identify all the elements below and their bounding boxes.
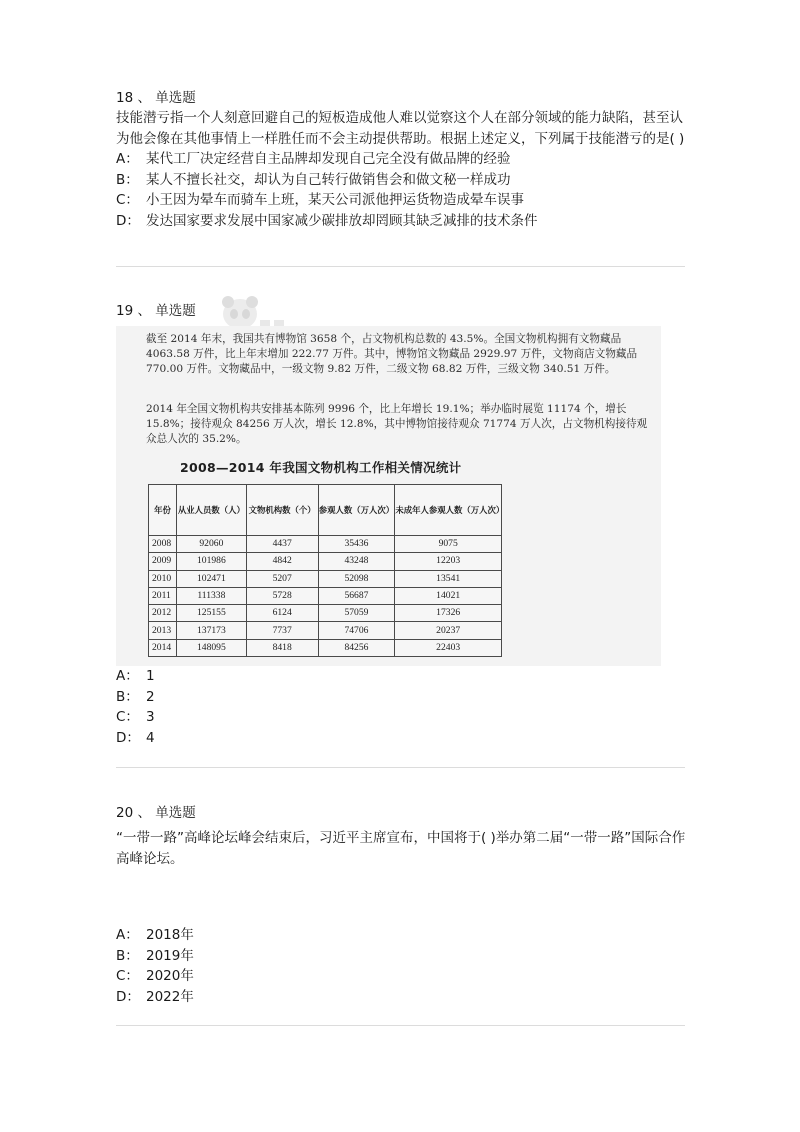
- question-19-option-c[interactable]: [116, 707, 686, 728]
- question-18-option-a[interactable]: [116, 149, 686, 170]
- option-text: 发达国家要求发展中国家减少碳排放却罔顾其缺乏减排的技术条件: [146, 212, 538, 229]
- option-label: C：: [116, 192, 139, 208]
- option-text: 2020年: [146, 968, 194, 984]
- option-text: 3: [146, 709, 155, 725]
- table-cell: 14021: [395, 587, 502, 604]
- question-19-header: 19 、 单选题: [116, 303, 196, 319]
- table-header-row: [149, 485, 502, 536]
- column-header: 未成年人参观人数（万人次）: [395, 485, 502, 536]
- table-row: [149, 587, 502, 604]
- option-text: 某人不擅长社交，却认为自己转行做销售会和做文秘一样成功: [146, 171, 511, 188]
- question-18: [116, 88, 686, 231]
- question-18-stem: 技能潜亏指一个人刻意回避自己的短板造成他人难以觉察这个人在部分领域的能力缺陷，甚至认为他会像在其他事情上一样胜任而不会主动提供帮助。根据上述定义，下列属于技能潜亏的是( ): [116, 110, 685, 147]
- question-18-option-c[interactable]: [116, 190, 686, 211]
- question-18-option-d[interactable]: [116, 211, 686, 232]
- table-cell: 6124: [246, 605, 318, 622]
- table-cell: 56687: [318, 587, 395, 604]
- question-19-option-a[interactable]: [116, 666, 686, 687]
- question-19: [116, 301, 686, 321]
- table-cell: 2012: [149, 605, 177, 622]
- table-cell: 2009: [149, 553, 177, 570]
- option-text: 2019年: [146, 947, 194, 964]
- option-label: A：: [116, 668, 139, 684]
- table-row: [149, 570, 502, 587]
- table-row: [149, 622, 502, 639]
- table-cell: 2014: [149, 639, 177, 656]
- divider: [116, 767, 685, 768]
- question-20-option-c[interactable]: [116, 966, 686, 987]
- column-header: 年份: [149, 485, 177, 536]
- option-label: A：: [116, 927, 139, 943]
- option-label: B：: [116, 947, 139, 964]
- table-cell: 13541: [395, 570, 502, 587]
- column-header: 文物机构数（个）: [246, 485, 318, 536]
- table-row: [149, 553, 502, 570]
- option-label: D：: [116, 212, 140, 229]
- table-cell: 4842: [246, 553, 318, 570]
- option-text: 2018年: [146, 927, 194, 943]
- table-cell: 111338: [176, 587, 246, 604]
- statistics-table: [148, 484, 505, 657]
- table-cell: 9075: [395, 536, 502, 553]
- question-20-header: 20 、 单选题: [116, 805, 196, 821]
- scanned-material-image: [116, 326, 661, 666]
- option-text: 小王因为晕车而骑车上班，某天公司派他押运货物造成晕车误事: [146, 192, 524, 208]
- option-label: A：: [116, 151, 139, 167]
- table-cell: 43248: [318, 553, 395, 570]
- option-label: C：: [116, 968, 139, 984]
- question-20: [116, 803, 686, 869]
- question-20-option-b[interactable]: [116, 946, 686, 967]
- column-header: 参观人数（万人次）: [318, 485, 395, 536]
- divider: [116, 266, 685, 267]
- option-text: 4: [146, 729, 155, 746]
- option-label: D：: [116, 729, 140, 746]
- option-text: 某代工厂决定经营自主品牌却发现自己完全没有做品牌的经验: [146, 151, 511, 167]
- table-cell: 22403: [395, 639, 502, 656]
- table-cell: 2011: [149, 587, 177, 604]
- table-row: [149, 639, 502, 656]
- table-cell: 148095: [176, 639, 246, 656]
- question-19-options: [116, 666, 686, 748]
- table-cell: 102471: [176, 570, 246, 587]
- option-label: B：: [116, 688, 139, 705]
- table-row: [149, 536, 502, 553]
- option-text: 2: [146, 688, 155, 705]
- table-cell: 84256: [318, 639, 395, 656]
- material-paragraph-1: 截至 2014 年末，我国共有博物馆 3658 个，占文物机构总数的 43.5%。全国文物机构拥有文物藏品 4063.58 万件，比上年末增加 222.77 万件。其中，博物馆文物藏品 2929.97 万件，文物商店文物藏品 770.00 万件。文物藏品中，一级文物 9.82 万件，二级文物 68.82 万件，三级文物 340.51 万件。: [146, 333, 638, 375]
- table-row: [149, 605, 502, 622]
- table-title: 2008—2014 年我国文物机构工作相关情况统计: [180, 460, 462, 475]
- table-cell: 52098: [318, 570, 395, 587]
- table-cell: 20237: [395, 622, 502, 639]
- table-cell: 137173: [176, 622, 246, 639]
- material-paragraph-2: 2014 年全国文物机构共安排基本陈列 9996 个，比上年增长 19.1%；举办临时展览 11174 个，增长 15.8%；接待观众 84256 万人次，增长 12.8%，其中博物馆接待观众 71774 万人次，占文物机构接待观众总人次的 35.2%。: [146, 403, 648, 445]
- question-19-option-d[interactable]: [116, 728, 686, 749]
- table-cell: 2010: [149, 570, 177, 587]
- table-cell: 57059: [318, 605, 395, 622]
- option-label: D：: [116, 988, 140, 1005]
- table-cell: 4437: [246, 536, 318, 553]
- question-18-option-b[interactable]: [116, 170, 686, 191]
- column-header: 从业人员数（人）: [176, 485, 246, 536]
- divider: [116, 1025, 685, 1026]
- table-cell: 35436: [318, 536, 395, 553]
- question-20-stem: “一带一路”高峰论坛峰会结束后，习近平主席宣布，中国将于( )举办第二届“一带一路”国际合作高峰论坛。: [116, 830, 686, 867]
- table-cell: 7737: [246, 622, 318, 639]
- question-20-option-d[interactable]: [116, 987, 686, 1008]
- table-cell: 101986: [176, 553, 246, 570]
- option-text: 1: [146, 668, 155, 684]
- table-cell: 2013: [149, 622, 177, 639]
- table-cell: 5728: [246, 587, 318, 604]
- table-cell: 74706: [318, 622, 395, 639]
- option-label: C：: [116, 709, 139, 725]
- question-19-option-b[interactable]: [116, 687, 686, 708]
- question-20-option-a[interactable]: [116, 925, 686, 946]
- table-cell: 8418: [246, 639, 318, 656]
- option-text: 2022年: [146, 988, 194, 1005]
- table-cell: 12203: [395, 553, 502, 570]
- table-cell: 17326: [395, 605, 502, 622]
- table-cell: 5207: [246, 570, 318, 587]
- option-label: B：: [116, 171, 139, 188]
- question-20-options: [116, 925, 686, 1007]
- table-cell: 2008: [149, 536, 177, 553]
- question-18-header: 18 、 单选题: [116, 90, 196, 106]
- table-cell: 125155: [176, 605, 246, 622]
- table-cell: 92060: [176, 536, 246, 553]
